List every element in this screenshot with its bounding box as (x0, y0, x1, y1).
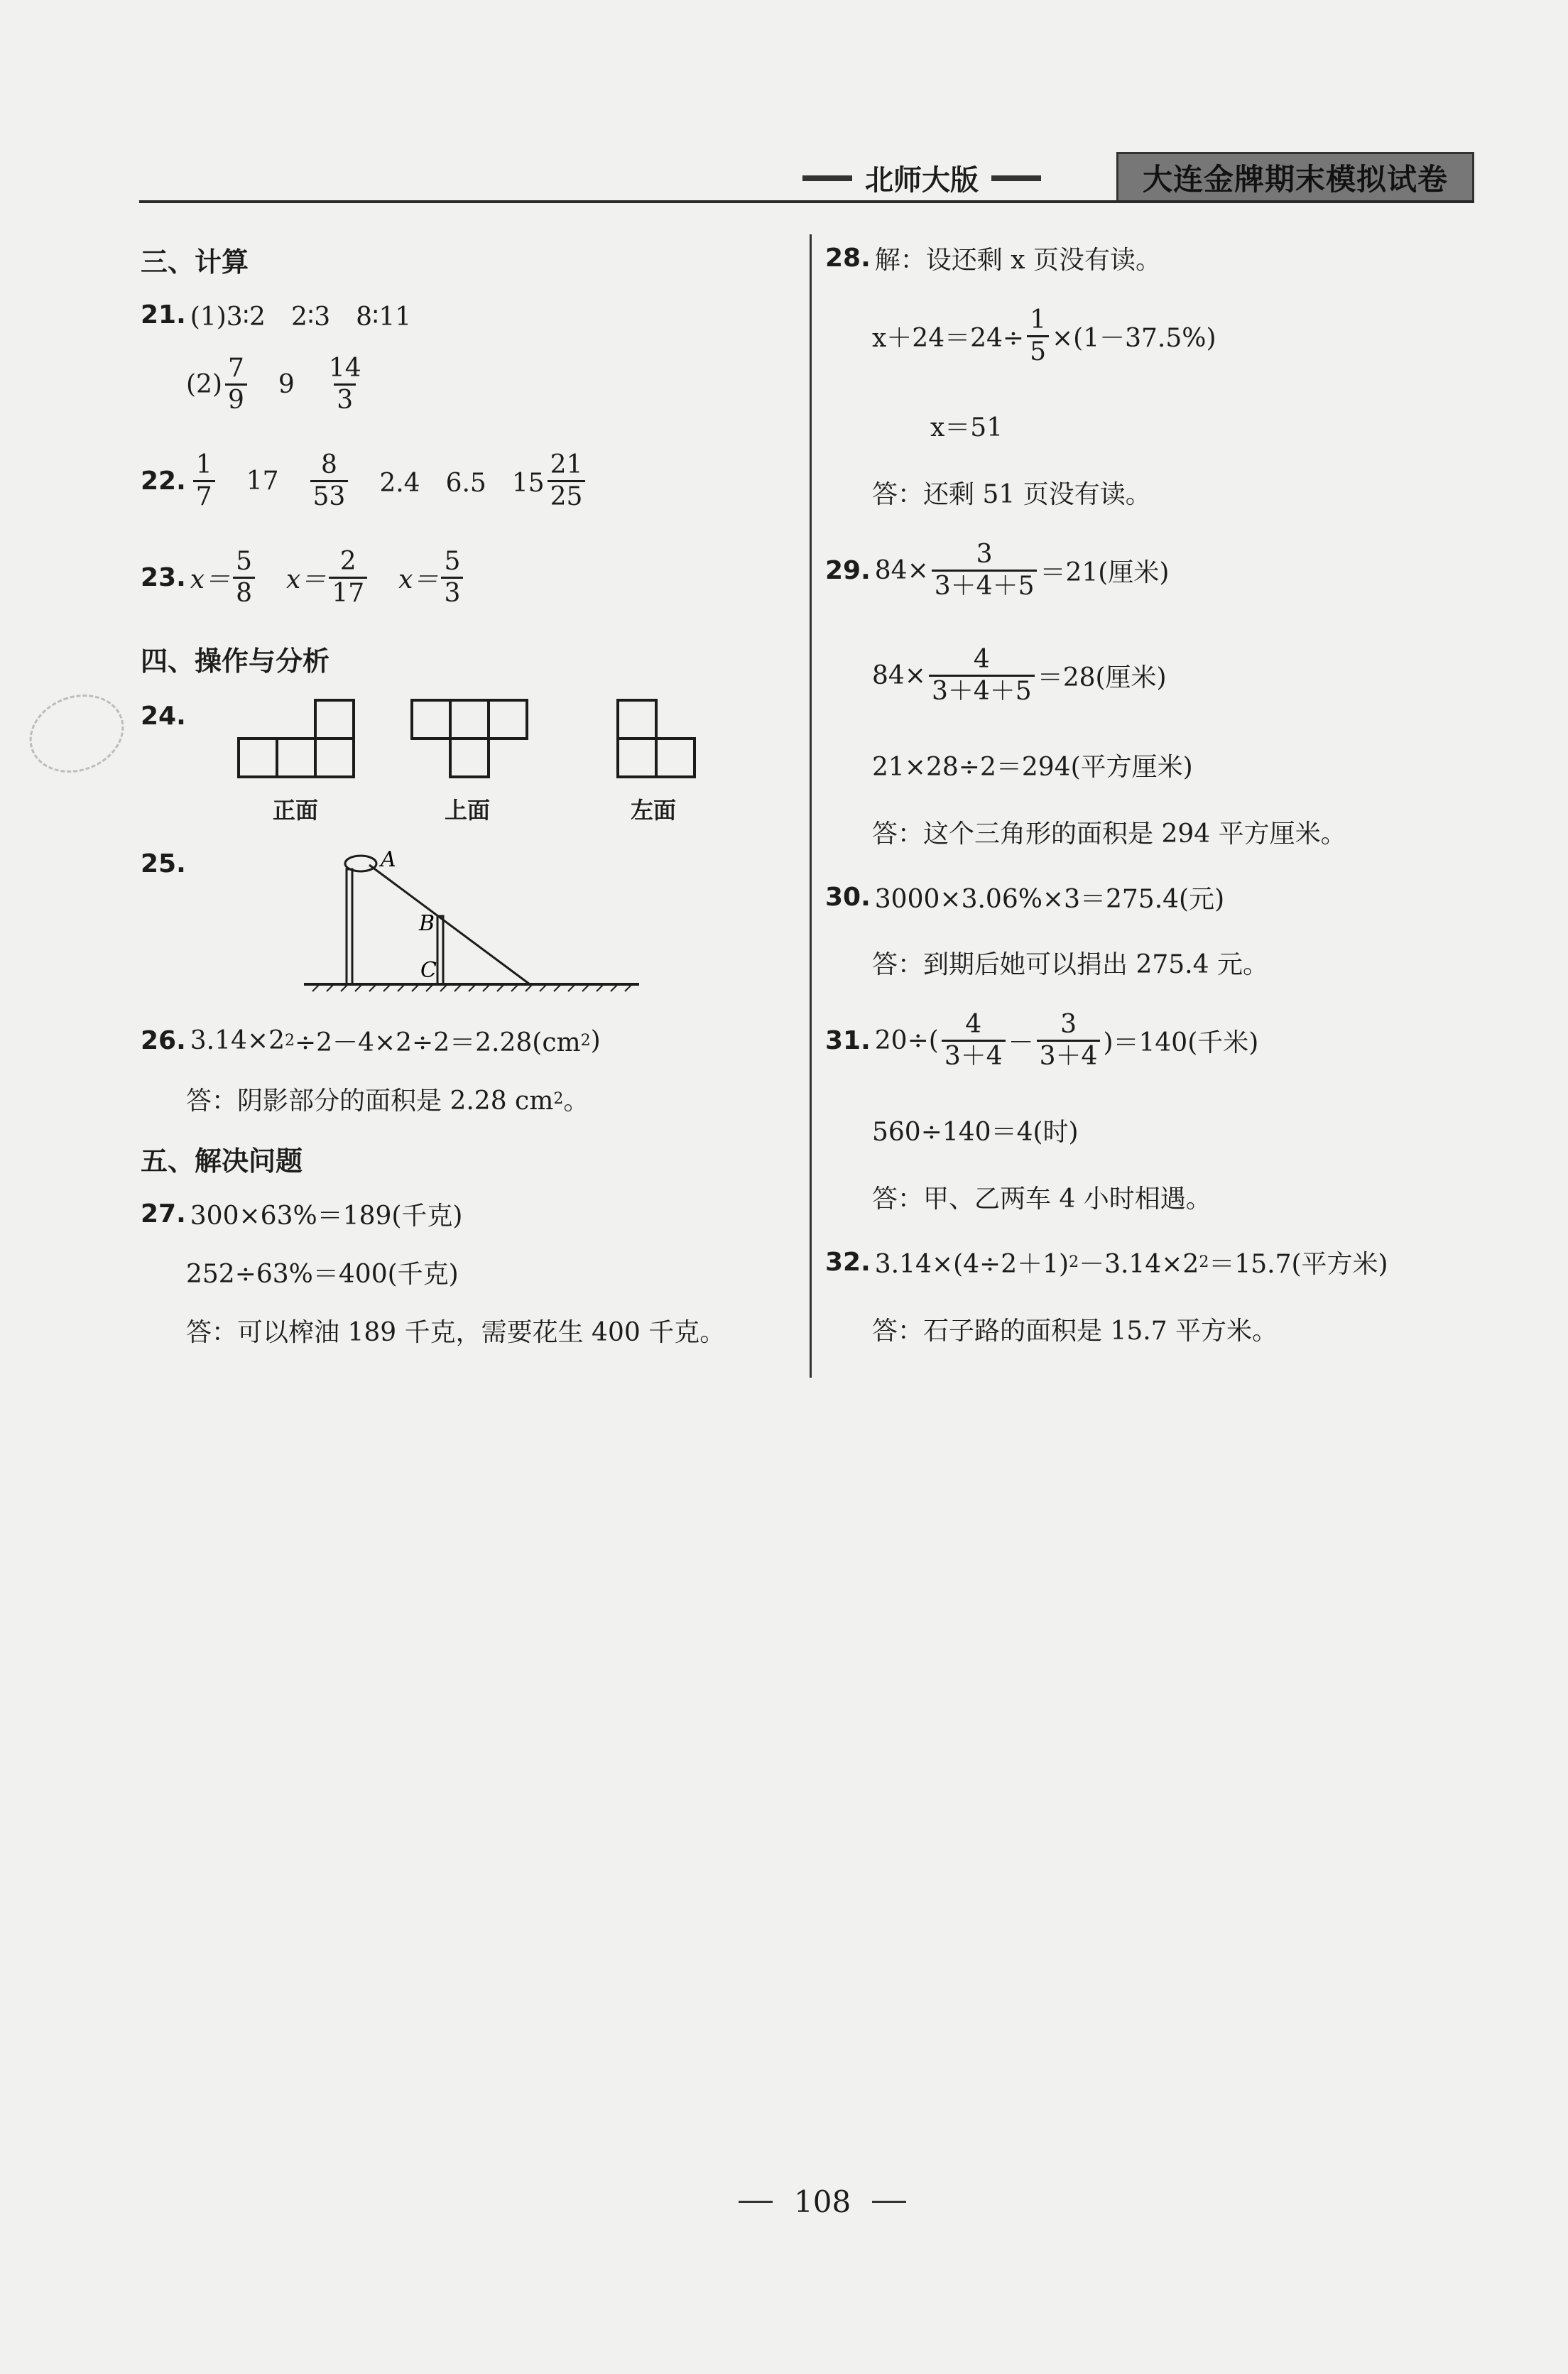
q22-line: 22. $\frac{1}{7}$ 17 $\frac{8}{53}$ 2.4 6.5 15 $\frac{21}{25}$ (141, 452, 588, 511)
q27-line2: 252÷63%＝400(千克) (186, 1260, 459, 1289)
q29-answer: 答：这个三角形的面积是 294 平方厘米。 (872, 820, 1346, 849)
q29-line3: 21×28÷2＝294(平方厘米) (872, 753, 1193, 782)
label-b: B (419, 911, 435, 936)
q21-line2: (2) $\frac{7}{9}$ 9 $\frac{14}{3}$ (186, 355, 367, 414)
q29-line2: 84× $\frac{4}{3+4+5}$ ＝28(厘米) (872, 645, 1167, 706)
q28-equation: x＋24＝24÷ $\frac{1}{5}$ ×(1－37.5%) (872, 305, 1216, 366)
q31-line2: 560÷140＝4(时) (872, 1118, 1079, 1147)
q32-answer: 答：石子路的面积是 15.7 平方米。 (872, 1317, 1278, 1346)
page-number: 108 (739, 2184, 906, 2219)
faint-stamp-mark (18, 682, 135, 785)
label-a: A (381, 847, 396, 872)
header-dash-left (802, 175, 852, 181)
pole-bc (437, 916, 443, 984)
fraction: $\frac{3}{3+4+5}$ (932, 541, 1038, 600)
fraction: $\frac{2}{17}$ (329, 548, 367, 607)
fraction: $\frac{1}{5}$ (1027, 307, 1049, 366)
header-dash-right (991, 175, 1041, 181)
q26-answer: 答：阴影部分的面积是 2.28 cm 2 。 (186, 1087, 589, 1116)
fraction: $\frac{7}{9}$ (225, 355, 247, 414)
q23-line: 23. x＝ $\frac{5}{8}$ x＝ $\frac{2}{17}$ x＝ $\frac{5}{3}$ (141, 548, 466, 607)
q27-answer: 答：可以榨油 189 千克，需要花生 400 千克。 (186, 1318, 726, 1347)
left-view-caption: 左面 (631, 797, 677, 824)
front-view (239, 700, 354, 777)
q26-line1: 26. 3.14×2 2 ÷2－4×2÷2＝2.28(cm 2 ) (141, 1026, 601, 1057)
section-4-title: 四、操作与分析 (141, 646, 330, 677)
label-c: C (420, 958, 437, 983)
top-view-caption: 上面 (445, 797, 491, 824)
fraction: $\frac{14}{3}$ (328, 354, 361, 415)
column-divider (810, 234, 812, 1378)
left-view (618, 700, 695, 777)
lamp-head (345, 856, 376, 871)
q27-line1: 27. 300×63%＝189(千克) (141, 1199, 463, 1231)
fraction: $\frac{8}{53}$ (310, 452, 349, 511)
top-view (412, 700, 527, 777)
page-dash-left (739, 2201, 773, 2203)
q29-line1: 29. 84× $\frac{3}{3+4+5}$ ＝21(厘米) (825, 540, 1170, 601)
edition-label: 北师大版 (802, 158, 1041, 198)
q28-line1: 28. 解：设还剩 x 页没有读。 (825, 244, 1161, 275)
header-rule (139, 200, 1474, 203)
page-dash-right (872, 2201, 906, 2203)
fraction: $\frac{5}{8}$ (233, 548, 255, 607)
q24-number: 24. (141, 702, 186, 731)
lamp-post (347, 869, 352, 984)
q25-lamp-shadow-figure (298, 845, 639, 994)
q32-line1: 32. 3.14×(4÷2＋1) 2 －3.14×2 2 ＝15.7(平方米) (825, 1248, 1388, 1279)
q28-answer: 答：还剩 51 页没有读。 (872, 480, 1151, 509)
fraction: $\frac{3}{3+4}$ (1037, 1011, 1101, 1070)
series-title-box: 大连金牌期末模拟试卷 (1116, 152, 1474, 203)
section-3-title: 三、计算 (141, 246, 249, 278)
fraction: $\frac{1}{7}$ (193, 452, 215, 511)
q28-line3: x＝51 (930, 413, 1003, 442)
q31-answer: 答：甲、乙两车 4 小时相遇。 (872, 1185, 1212, 1214)
fraction: $\frac{21}{25}$ (548, 452, 586, 511)
fraction: $\frac{4}{3+4+5}$ (929, 646, 1035, 705)
q24-three-views-figure (227, 695, 724, 787)
front-view-caption: 正面 (273, 797, 319, 824)
q21-line1: 21. (1)3∶2 2∶3 8∶11 (141, 300, 412, 332)
section-5-title: 五、解决问题 (141, 1145, 303, 1177)
q30-answer: 答：到期后她可以捐出 275.4 元。 (872, 950, 1268, 979)
fraction: $\frac{5}{3}$ (441, 548, 463, 607)
q30-line1: 30. 3000×3.06%×3＝275.4(元) (825, 883, 1225, 914)
q25-number: 25. (141, 849, 186, 878)
light-ray (369, 865, 530, 984)
q31-line1: 31. 20÷( $\frac{4}{3+4}$ － $\frac{3}{3+4}$ )＝140(千米) (825, 1010, 1259, 1071)
fraction: $\frac{4}{3+4}$ (942, 1011, 1006, 1070)
